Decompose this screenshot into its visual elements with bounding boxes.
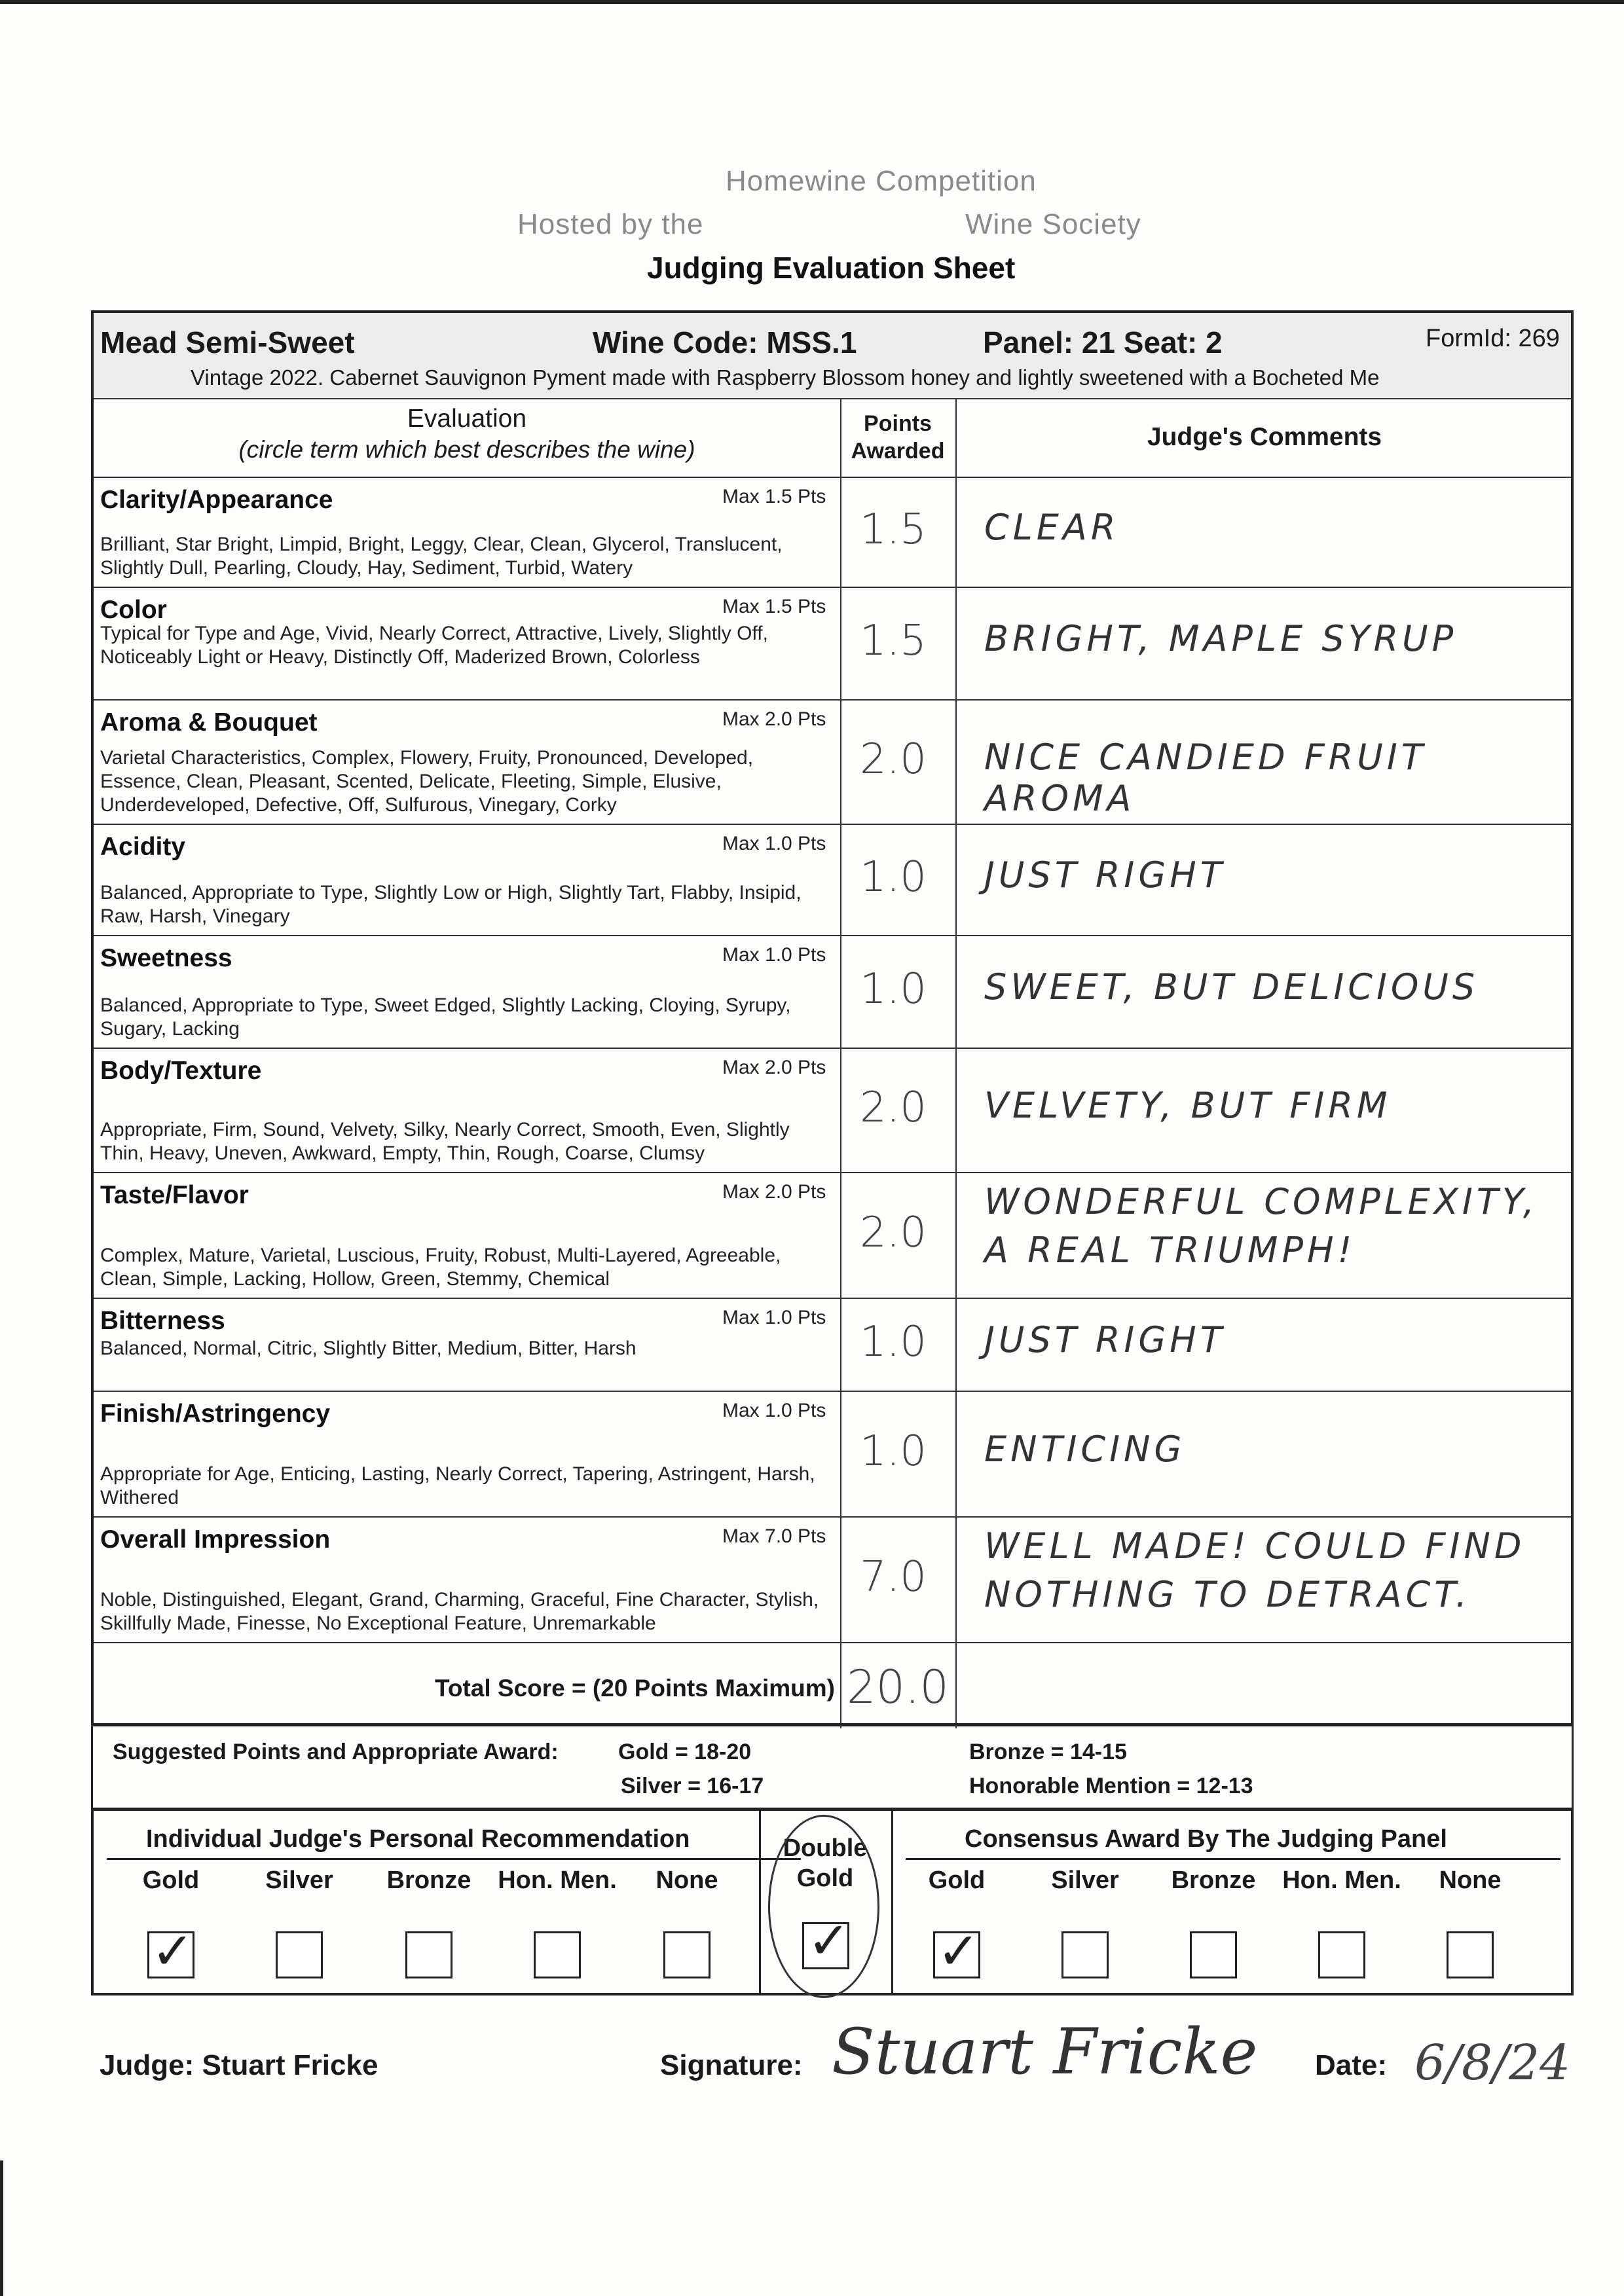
society-name: Wine Society	[965, 208, 1141, 240]
consensus-checkbox[interactable]	[1447, 1931, 1494, 1978]
criterion-terms[interactable]: Balanced, Appropriate to Type, Slightly Low or High, Slightly Tart, Flabby, Insipid, Raw, Harsh, Vinegary	[100, 882, 802, 927]
consensus-checkbox[interactable]	[1061, 1931, 1109, 1978]
individual-checkbox[interactable]	[663, 1931, 710, 1978]
evaluation-title: Evaluation	[407, 405, 527, 433]
column-divider	[840, 398, 841, 1728]
date-label: Date:	[1315, 2049, 1388, 2081]
consensus-option-label: Bronze	[1171, 1867, 1256, 1894]
criterion-name: Finish/Astringency	[100, 1400, 331, 1428]
judge-comment[interactable]: JUST RIGHT	[984, 1319, 1226, 1360]
double-gold-label: Double Gold	[783, 1834, 868, 1892]
points-awarded[interactable]: 7.0	[860, 1553, 927, 1601]
points-awarded[interactable]: 2.0	[860, 1209, 927, 1257]
suggested-gold: Gold = 18-20	[618, 1740, 752, 1764]
criterion-max-points: Max 1.0 Pts	[722, 1307, 826, 1328]
criterion-name: Acidity	[100, 833, 186, 861]
judge-comment[interactable]: WELL MADE! COULD FIND	[984, 1525, 1526, 1567]
criterion-max-points: Max 2.0 Pts	[722, 1181, 826, 1203]
rule	[107, 1858, 801, 1860]
points-awarded[interactable]: 1.0	[860, 853, 927, 902]
signature[interactable]: Stuart Fricke	[832, 2015, 1258, 2088]
row-divider	[94, 1298, 1571, 1299]
judge-name: Judge: Stuart Fricke	[100, 2049, 378, 2081]
rule	[906, 1858, 1560, 1860]
criterion-terms[interactable]: Typical for Type and Age, Vivid, Nearly Correct, Attractive, Lively, Slightly Off, Noticeably Light or Heavy, Distinctly Off, Maderized Brown, Colorless	[100, 623, 768, 668]
criterion-name: Body/Texture	[100, 1057, 262, 1085]
total-label: Total Score = (20 Points Maximum)	[435, 1675, 835, 1702]
category-name: Mead Semi-Sweet	[100, 325, 355, 359]
suggested-honorable-mention: Honorable Mention = 12-13	[969, 1774, 1253, 1798]
criterion-terms[interactable]: Appropriate for Age, Enticing, Lasting, Nearly Correct, Tapering, Astringent, Harsh, Withered	[100, 1463, 815, 1508]
judge-comment[interactable]: WONDERFUL COMPLEXITY,	[984, 1181, 1539, 1222]
evaluation-header	[94, 405, 840, 464]
individual-option-label: Gold	[142, 1867, 200, 1894]
evaluation-form	[91, 310, 1574, 1726]
criterion-terms[interactable]: Brilliant, Star Bright, Limpid, Bright, Leggy, Clear, Clean, Glycerol, Translucent, Slightly Dull, Pearling, Cloudy, Hay, Sediment, Turbid, Watery	[100, 534, 783, 579]
row-divider	[94, 699, 1571, 701]
points-awarded[interactable]: 1.0	[860, 965, 927, 1013]
individual-title: Individual Judge's Personal Recommendation	[146, 1825, 690, 1853]
checkmark-icon: ✓	[807, 1912, 851, 1971]
criterion-terms[interactable]: Varietal Characteristics, Complex, Flowery, Fruity, Pronounced, Developed, Essence, Clean, Pleasant, Scented, Delicate, Fleeting, Simple, Elusive, Underdeveloped, Defective, Off, Sulfurous, Vinegary, Corky	[100, 747, 754, 816]
consensus-option-label: Silver	[1051, 1867, 1119, 1894]
suggested-label: Suggested Points and Appropriate Award:	[113, 1740, 559, 1764]
judge-comment[interactable]: SWEET, BUT DELICIOUS	[984, 966, 1479, 1008]
wine-description: Vintage 2022. Cabernet Sauvignon Pyment made with Raspberry Blossom honey and lightly sweetened with a Bocheted Me	[191, 365, 1380, 390]
row-divider	[94, 824, 1571, 825]
consensus-option-label: Gold	[928, 1867, 986, 1894]
evaluation-note: (circle term which best describes the wine)	[238, 436, 695, 463]
criterion-name: Color	[100, 596, 167, 624]
points-header-line2: Awarded	[851, 439, 945, 464]
criterion-name: Sweetness	[100, 944, 232, 972]
criterion-max-points: Max 2.0 Pts	[722, 708, 826, 730]
row-divider	[94, 1172, 1571, 1173]
criterion-max-points: Max 1.0 Pts	[722, 944, 826, 966]
criterion-terms[interactable]: Noble, Distinguished, Elegant, Grand, Charming, Graceful, Fine Character, Stylish, Skillfully Made, Finesse, No Exceptional Feature, Unremarkable	[100, 1589, 819, 1634]
judge-comment-line2[interactable]: A REAL TRIUMPH!	[984, 1230, 1356, 1271]
criterion-max-points: Max 1.0 Pts	[722, 1400, 826, 1421]
criterion-name: Bitterness	[100, 1307, 225, 1335]
double-gold-circle-mark	[768, 1815, 879, 1998]
individual-checkbox[interactable]	[276, 1931, 323, 1978]
signature-label: Signature:	[660, 2049, 803, 2081]
judge-comment[interactable]: VELVETY, BUT FIRM	[984, 1085, 1392, 1126]
individual-option-label: None	[655, 1867, 718, 1894]
consensus-option-label: None	[1439, 1867, 1502, 1894]
points-awarded[interactable]: 1.0	[860, 1427, 927, 1476]
points-header	[840, 410, 955, 465]
scan-edge	[0, 2160, 3, 2296]
column-divider	[955, 398, 957, 1728]
judge-comment[interactable]: CLEAR	[984, 507, 1120, 548]
checkmark-icon: ✓	[937, 1922, 980, 1981]
checkmark-icon: ✓	[151, 1922, 194, 1981]
rule	[94, 398, 1571, 399]
sheet-title: Judging Evaluation Sheet	[647, 251, 1016, 285]
points-awarded[interactable]: 2.0	[860, 735, 927, 784]
form-id: FormId: 269	[1426, 325, 1560, 352]
points-header-line1: Points	[864, 411, 932, 436]
points-awarded[interactable]: 1.5	[860, 617, 927, 665]
criterion-name: Aroma & Bouquet	[100, 708, 318, 737]
points-awarded[interactable]: 2.0	[860, 1084, 927, 1132]
suggested-bronze: Bronze = 14-15	[969, 1740, 1127, 1764]
criterion-max-points: Max 2.0 Pts	[722, 1057, 826, 1078]
hosted-by: Hosted by the	[517, 208, 704, 240]
criterion-name: Taste/Flavor	[100, 1181, 249, 1209]
criterion-max-points: Max 1.5 Pts	[722, 596, 826, 617]
judge-comment[interactable]: NICE CANDIED FRUIT AROMA	[984, 737, 1427, 819]
judge-comment[interactable]: JUST RIGHT	[984, 854, 1226, 896]
criterion-terms[interactable]: Balanced, Normal, Citric, Slightly Bitter, Medium, Bitter, Harsh	[100, 1338, 637, 1359]
row-divider	[94, 1642, 1571, 1643]
panel-seat: Panel: 21 Seat: 2	[983, 325, 1223, 359]
points-awarded[interactable]: 1.0	[860, 1318, 927, 1366]
total-score[interactable]: 20.0	[847, 1660, 949, 1714]
judge-comment[interactable]: BRIGHT, MAPLE SYRUP	[984, 618, 1458, 659]
individual-option-label: Hon. Men.	[498, 1867, 617, 1894]
individual-option-label: Bronze	[386, 1867, 471, 1894]
wine-code: Wine Code: MSS.1	[593, 325, 857, 359]
criterion-name: Overall Impression	[100, 1525, 331, 1554]
award-box	[91, 1808, 1574, 1995]
scan-edge	[0, 0, 1624, 4]
comments-header: Judge's Comments	[1147, 423, 1382, 451]
individual-option-label: Silver	[265, 1867, 333, 1894]
criterion-max-points: Max 1.0 Pts	[722, 833, 826, 854]
row-divider	[94, 1391, 1571, 1392]
row-divider	[94, 477, 1571, 478]
criterion-terms[interactable]: Complex, Mature, Varietal, Luscious, Fruity, Robust, Multi-Layered, Agreeable, Clean, Simple, Lacking, Hollow, Green, Stemmy, Chemical	[100, 1245, 781, 1290]
consensus-option-label: Hon. Men.	[1282, 1867, 1401, 1894]
criterion-terms[interactable]: Balanced, Appropriate to Type, Sweet Edged, Slightly Lacking, Cloying, Syrupy, Sugary, Lacking	[100, 994, 791, 1040]
judge-comment[interactable]: ENTICING	[984, 1429, 1186, 1470]
row-divider	[94, 935, 1571, 936]
criterion-max-points: Max 1.5 Pts	[722, 486, 826, 507]
judge-comment-line2[interactable]: NOTHING TO DETRACT.	[984, 1574, 1471, 1615]
individual-checkbox[interactable]	[405, 1931, 452, 1978]
suggested-awards-box	[91, 1724, 1574, 1810]
points-awarded[interactable]: 1.5	[860, 505, 927, 554]
criterion-terms[interactable]: Appropriate, Firm, Sound, Velvety, Silky, Nearly Correct, Smooth, Even, Slightly Thin, Heavy, Uneven, Awkward, Empty, Thin, Rough, Coarse, Clumsy	[100, 1119, 790, 1164]
row-divider	[94, 1048, 1571, 1049]
row-divider	[94, 1516, 1571, 1518]
criterion-name: Clarity/Appearance	[100, 486, 333, 514]
consensus-checkbox[interactable]	[1318, 1931, 1365, 1978]
consensus-title: Consensus Award By The Judging Panel	[965, 1825, 1447, 1853]
suggested-silver: Silver = 16-17	[621, 1774, 764, 1798]
consensus-checkbox[interactable]	[1190, 1931, 1237, 1978]
row-divider	[94, 587, 1571, 588]
criterion-max-points: Max 7.0 Pts	[722, 1525, 826, 1547]
date-value[interactable]: 6/8/24	[1414, 2035, 1571, 2091]
competition-name: Homewine Competition	[726, 165, 1037, 197]
column-divider	[891, 1811, 893, 1993]
individual-checkbox[interactable]	[534, 1931, 581, 1978]
